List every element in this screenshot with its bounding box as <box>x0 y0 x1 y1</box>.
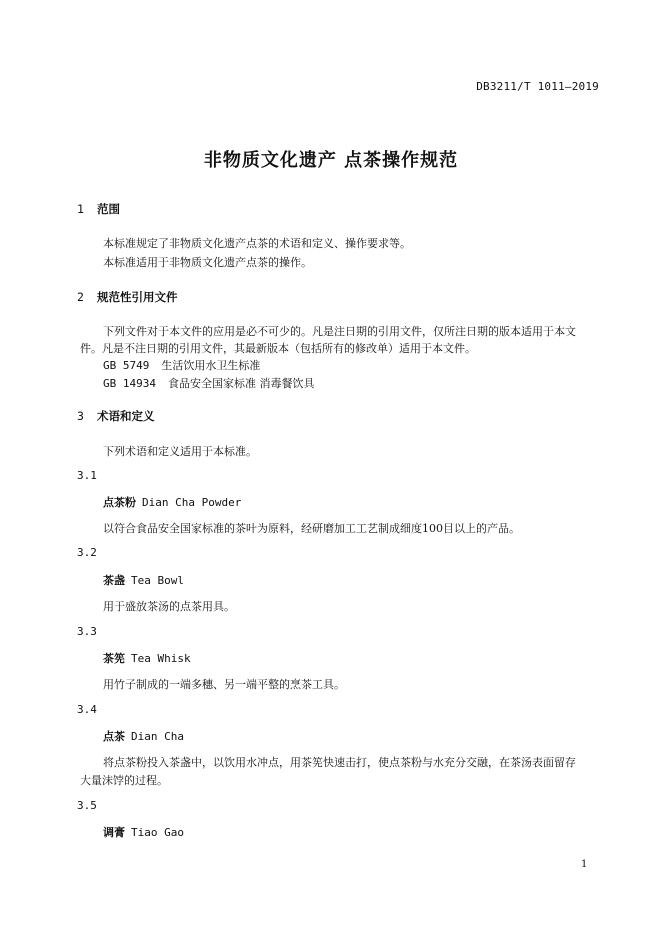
term-entry <box>103 572 184 588</box>
paragraph-line: 件。凡是不注日期的引用文件，其最新版本（包括所有的修改单）适用于本文件。 <box>80 342 476 355</box>
section-number: 2 <box>77 290 84 304</box>
section-title: 术语和定义 <box>97 409 155 423</box>
term-zh: 点茶粉 <box>103 496 136 509</box>
term-definition: 以符合食品安全国家标准的茶叶为原料，经研磨加工工艺制成细度100目以上的产品。 <box>103 522 520 535</box>
section-number: 1 <box>77 202 84 216</box>
term-entry <box>103 494 241 510</box>
paragraph: 本标准规定了非物质文化遗产点茶的术语和定义、操作要求等。 <box>103 237 411 250</box>
term-number: 3.1 <box>77 469 97 482</box>
section-heading-terms-definitions <box>77 408 155 424</box>
term-definition: 用于盛放茶汤的点茶用具。 <box>103 600 235 613</box>
section-heading-normative-references <box>77 289 178 305</box>
reference-code: GB 5749 <box>103 359 150 372</box>
term-en: Dian Cha Powder <box>142 496 242 509</box>
term-en: Tea Whisk <box>131 652 191 665</box>
term-entry <box>103 650 191 666</box>
term-number: 3.5 <box>77 799 97 812</box>
term-number: 3.4 <box>77 703 97 716</box>
term-zh: 茶盏 <box>103 574 125 587</box>
section-title: 规范性引用文件 <box>97 290 178 304</box>
term-number: 3.3 <box>77 625 97 638</box>
term-en: Tiao Gao <box>131 826 184 839</box>
term-entry <box>103 824 184 840</box>
term-zh: 茶筅 <box>103 652 125 665</box>
section-title: 范围 <box>97 202 120 216</box>
paragraph: 下列术语和定义适用于本标准。 <box>103 445 257 458</box>
reference-title: 生活饮用水卫生标准 <box>161 359 261 372</box>
reference-item <box>103 375 314 391</box>
section-heading-scope <box>77 201 120 217</box>
term-number: 3.2 <box>77 546 97 559</box>
term-zh: 点茶 <box>103 730 125 743</box>
document-number: DB3211/T 1011—2019 <box>476 80 599 93</box>
paragraph-line: 下列文件对于本文件的应用是必不可少的。凡是注日期的引用文件，仅所注日期的版本适用于本文 <box>103 325 576 338</box>
term-definition: 用竹子制成的一端多穗、另一端平整的烹茶工具。 <box>103 678 345 691</box>
reference-code: GB 14934 <box>103 377 156 390</box>
term-en: Dian Cha <box>131 730 184 743</box>
page-number: 1 <box>581 859 588 870</box>
term-definition-line: 大量沫饽的过程。 <box>80 774 168 787</box>
term-entry <box>103 728 184 744</box>
section-number: 3 <box>77 409 84 423</box>
reference-item <box>103 357 260 373</box>
page-title: 非物质文化遗产 点茶操作规范 <box>203 150 459 171</box>
paragraph: 本标准适用于非物质文化遗产点茶的操作。 <box>103 256 312 269</box>
term-zh: 调膏 <box>103 826 125 839</box>
reference-title: 食品安全国家标准 消毒餐饮具 <box>167 377 315 390</box>
term-en: Tea Bowl <box>131 574 184 587</box>
term-definition-line: 将点茶粉投入茶盏中，以饮用水冲点，用茶筅快速击打，使点茶粉与水充分交融，在茶汤表面留存 <box>103 756 576 769</box>
